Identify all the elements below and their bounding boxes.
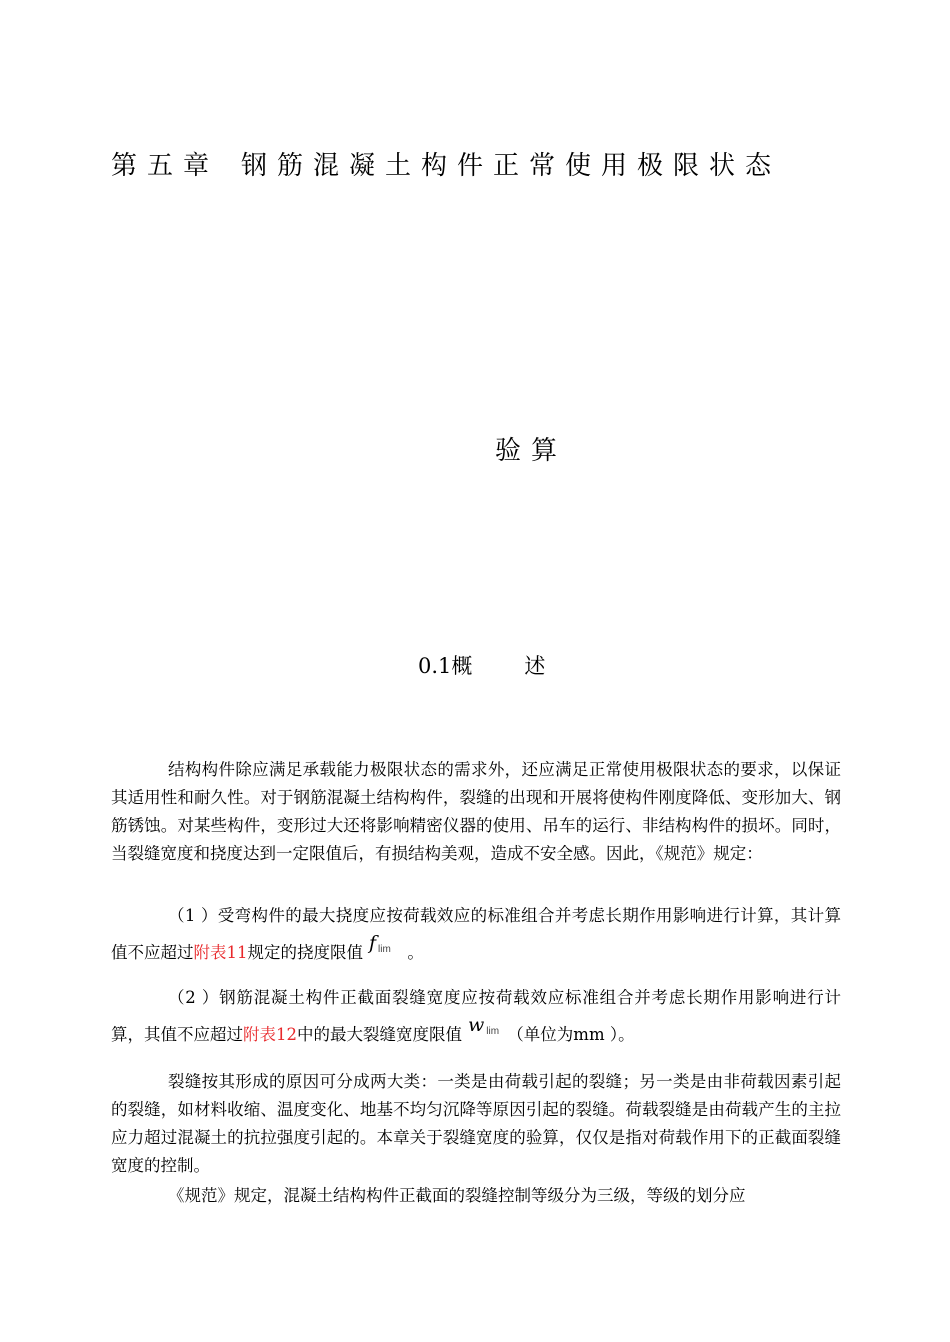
deflection-limit-subscript: lim — [378, 944, 391, 955]
deflection-rule-end: 。 — [407, 943, 424, 962]
crack-width-limit-symbol: w lim — [468, 1014, 500, 1037]
crack-width-limit-subscript: lim — [486, 1026, 500, 1037]
paragraph-deflection-rule — [111, 898, 841, 974]
section-title-a: 概 — [451, 654, 473, 678]
appendix-table-12-link[interactable]: 附表12 — [243, 1025, 297, 1044]
crack-rule-text: （2 ）钢筋混凝土构件正截面裂缝宽度应按荷载效应标准组合并考虑长期作用影响进行计算，其值不应超过 — [111, 988, 841, 1044]
chapter-title-line2: 验算 — [495, 436, 568, 466]
deflection-limit-symbol: f lim — [369, 932, 391, 955]
crack-rule-tail: 中的最大裂缝宽度限值 — [297, 1025, 462, 1044]
paragraph-crack-causes: 裂缝按其形成的原因可分成两大类：一类是由荷载引起的裂缝；另一类是由非荷载因素引起的裂缝，如材料收缩、温度变化、地基不均匀沉降等原因引起的裂缝。荷载裂缝是由荷载产生的主拉应力超过混凝土的抗拉强度引起的。本章关于裂缝宽度的验算，仅仅是指对荷载作用下的正截面裂缝宽度的控制。 — [111, 1072, 841, 1175]
deflection-rule-tail: 规定的挠度限值 — [247, 943, 363, 962]
paragraph-crack-control-levels: 《规范》规定，混凝土结构构件正截面的裂缝控制等级分为三级，等级的划分应 — [168, 1186, 746, 1205]
deflection-rule-text: （1 ）受弯构件的最大挠度应按荷载效应的标准组合并考虑长期作用影响进行计算，其计算值不应超过 — [111, 906, 841, 962]
paragraph-intro: 结构构件除应满足承载能力极限状态的需求外，还应满足正常使用极限状态的要求，以保证其适用性和耐久性。对于钢筋混凝土结构构件，裂缝的出现和开展将使构件刚度降低、变形加大、钢筋锈蚀。对某些构件，变形过大还将影响精密仪器的使用、吊车的运行、非结构构件的损坏。同时，当裂缝宽度和挠度达到一定限值后，有损结构美观，造成不安全感。因此，《规范》规定： — [111, 760, 841, 863]
chapter-title-line1: 钢筋混凝土构件正常使用极限状态 — [241, 151, 782, 181]
chapter-number: 第五章 — [111, 151, 220, 181]
paragraph-crack-width-rule — [111, 980, 841, 1056]
section-number: 0.1 — [418, 654, 452, 678]
chapter-title — [111, 145, 781, 182]
appendix-table-11-link[interactable]: 附表11 — [193, 943, 248, 962]
section-title-b: 述 — [524, 654, 546, 678]
crack-rule-end: （单位为mm ）。 — [507, 1025, 635, 1044]
section-heading — [418, 650, 545, 680]
